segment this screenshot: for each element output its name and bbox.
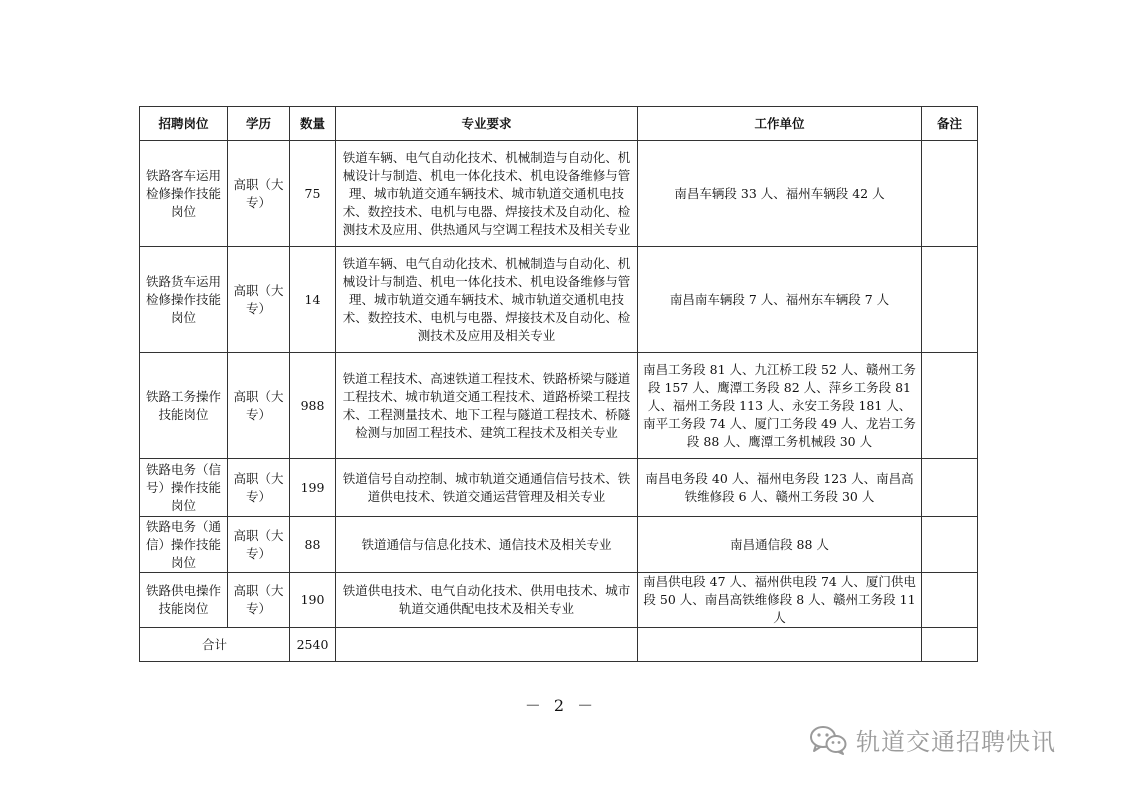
unit-cell: 南昌电务段 40 人、福州电务段 123 人、南昌高铁维修段 6 人、赣州工务段 30 人 (638, 459, 922, 517)
education-cell: 高职（大专） (228, 141, 290, 247)
position-cell: 铁路电务（信号）操作技能岗位 (140, 459, 228, 517)
remark-cell (922, 141, 978, 247)
unit-cell: 南昌车辆段 33 人、福州车辆段 42 人 (638, 141, 922, 247)
watermark (808, 722, 1056, 757)
count-cell: 75 (290, 141, 336, 247)
count-cell: 199 (290, 459, 336, 517)
count-cell: 14 (290, 247, 336, 353)
major-cell: 铁道车辆、电气自动化技术、机械制造与自动化、机械设计与制造、机电一体化技术、机电设备维修与管理、城市轨道交通车辆技术、城市轨道交通机电技术、数控技术、电机与电器、焊接技术及自动化、检测技术及应用及相关专业 (336, 247, 638, 353)
header-position: 招聘岗位 (140, 107, 228, 141)
position-cell: 铁路供电操作技能岗位 (140, 573, 228, 628)
position-cell: 铁路电务（通信）操作技能岗位 (140, 517, 228, 573)
watermark-text: 轨道交通招聘快讯 (856, 728, 1056, 756)
wechat-icon (808, 725, 848, 755)
position-cell: 铁路工务操作技能岗位 (140, 353, 228, 459)
count-cell: 190 (290, 573, 336, 628)
total-row (140, 628, 978, 662)
unit-cell: 南昌供电段 47 人、福州供电段 74 人、厦门供电段 50 人、南昌高铁维修段 8 人、赣州工务段 11 人 (638, 573, 922, 628)
remark-cell (922, 517, 978, 573)
education-cell: 高职（大专） (228, 459, 290, 517)
unit-cell: 南昌工务段 81 人、九江桥工段 52 人、赣州工务段 157 人、鹰潭工务段 82 人、萍乡工务段 81 人、福州工务段 113 人、永安工务段 181 人、南平工务段 74 人、厦门工务段 49 人、龙岩工务段 88 人、鹰潭工务机械段 30 人 (638, 353, 922, 459)
major-cell: 铁道工程技术、高速铁道工程技术、铁路桥梁与隧道工程技术、城市轨道交通工程技术、道路桥梁工程技术、工程测量技术、地下工程与隧道工程技术、桥隧检测与加固工程技术、建筑工程技术及相关专业 (336, 353, 638, 459)
total-unit-cell (638, 628, 922, 662)
education-cell: 高职（大专） (228, 353, 290, 459)
total-major-cell (336, 628, 638, 662)
header-education: 学历 (228, 107, 290, 141)
table-header-row (140, 107, 978, 141)
total-count: 2540 (290, 628, 336, 662)
count-cell: 88 (290, 517, 336, 573)
header-count: 数量 (290, 107, 336, 141)
page-number: － 2 － (524, 696, 598, 715)
major-cell: 铁道供电技术、电气自动化技术、供用电技术、城市轨道交通供配电技术及相关专业 (336, 573, 638, 628)
education-cell: 高职（大专） (228, 247, 290, 353)
count-cell: 988 (290, 353, 336, 459)
table-row (140, 353, 978, 459)
header-major: 专业要求 (336, 107, 638, 141)
header-unit: 工作单位 (638, 107, 922, 141)
total-label: 合计 (140, 628, 290, 662)
remark-cell (922, 459, 978, 517)
major-cell: 铁道信号自动控制、城市轨道交通通信信号技术、铁道供电技术、铁道交通运营管理及相关专业 (336, 459, 638, 517)
table-row (140, 141, 978, 247)
education-cell: 高职（大专） (228, 573, 290, 628)
header-remark: 备注 (922, 107, 978, 141)
unit-cell: 南昌南车辆段 7 人、福州东车辆段 7 人 (638, 247, 922, 353)
total-remark-cell (922, 628, 978, 662)
table-row (140, 247, 978, 353)
position-cell: 铁路货车运用检修操作技能岗位 (140, 247, 228, 353)
education-cell: 高职（大专） (228, 517, 290, 573)
remark-cell (922, 573, 978, 628)
recruitment-table (139, 106, 978, 662)
major-cell: 铁道车辆、电气自动化技术、机械制造与自动化、机械设计与制造、机电一体化技术、机电设备维修与管理、城市轨道交通车辆技术、城市轨道交通机电技术、数控技术、电机与电器、焊接技术及自动化、检测技术及应用、供热通风与空调工程技术及相关专业 (336, 141, 638, 247)
major-cell: 铁道通信与信息化技术、通信技术及相关专业 (336, 517, 638, 573)
remark-cell (922, 247, 978, 353)
table-row (140, 573, 978, 628)
remark-cell (922, 353, 978, 459)
table-row (140, 517, 978, 573)
unit-cell: 南昌通信段 88 人 (638, 517, 922, 573)
table-row (140, 459, 978, 517)
position-cell: 铁路客车运用检修操作技能岗位 (140, 141, 228, 247)
